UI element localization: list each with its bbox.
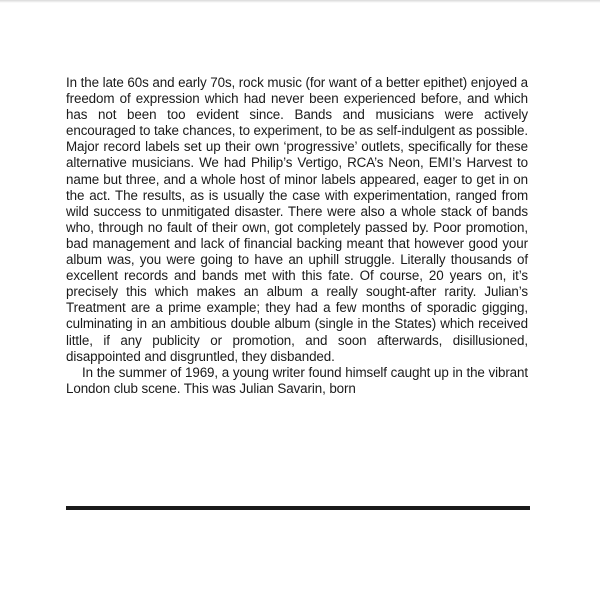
article-text [66, 75, 528, 397]
paragraph-2: In the summer of 1969, a young writer found himself caught up in the vibrant London club scene. This was Julian Savarin, born [66, 364, 528, 396]
bottom-rule [66, 506, 530, 510]
page-top-edge [0, 0, 600, 3]
paragraph-1: In the late 60s and early 70s, rock music (for want of a better epithet) enjoyed a freedom of expression which had never been experienced before, and which has not been too evident since. Bands and musicians were actively encouraged to take chances, to experiment, to be as self-indulgent as possible. Major record labels set up their own ‘progressive’ outlets, specifically for these alternative musicians. We had Philip’s Vertigo, RCA’s Neon, EMI’s Harvest to name but three, and a whole host of minor labels appeared, eager to get in on the act. The results, as is usually the case with experimentation, ranged from wild success to unmitigated disaster. There were also a whole stack of bands who, through no fault of their own, got completely passed by. Poor promotion, bad management and lack of financial backing meant that however good your album was, you were going to have an uphill struggle. Literally thousands of excellent records and bands met with this fate. Of course, 20 years on, it’s precisely this which makes an album a really sought-after rarity. Julian’s Treatment are a prime example; they had a few months of sporadic gigging, culminating in an ambitious double album (single in the States) which received little, if any publicity or promotion, and soon afterwards, disillusioned, disappointed and disgruntled, they disbanded. [66, 75, 528, 364]
